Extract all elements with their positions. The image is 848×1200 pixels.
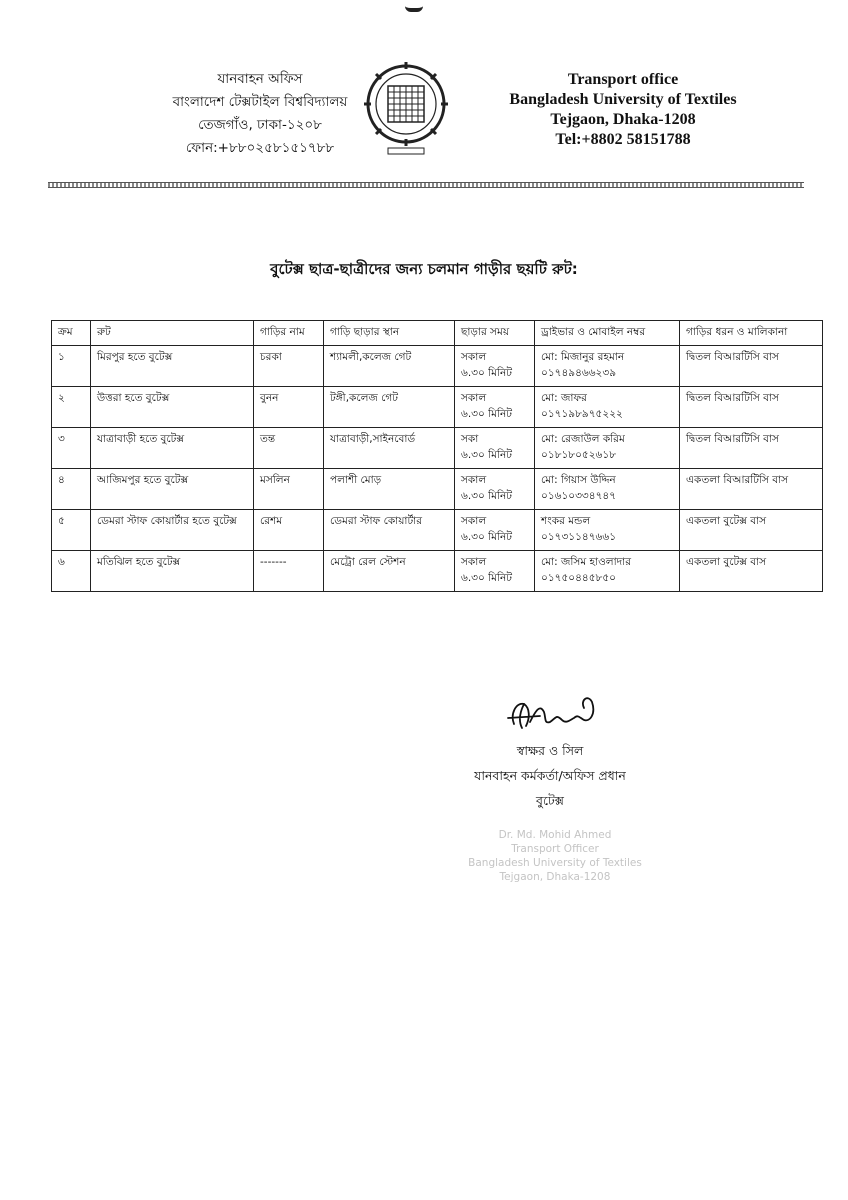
cell-time-line1: সকাল [461,556,487,568]
cell-time-line2: ৬.৩০ মিনিট [461,572,512,584]
header-en-university: Bangladesh University of Textiles [509,91,737,108]
cell-driver [535,551,680,592]
column-header-driver-mobile: ড্রাইভার ও মোবাইল নম্বর [535,321,680,346]
cell-time [455,510,535,551]
cell-vehicle: চরকা [254,346,324,387]
cell-time-line2: ৬.৩০ মিনিট [461,449,512,461]
cell-serial: ৫ [52,510,91,551]
cell-time-line1: সকাল [461,474,487,486]
cell-type: দ্বিতল বিআরটিসি বাস [680,428,823,469]
cell-time [455,428,535,469]
seal-name: Dr. Md. Mohid Ahmed [498,829,612,841]
cell-time-line1: সকাল [461,392,487,404]
table-row [52,510,823,551]
header-english [478,70,768,150]
cell-start: মেট্রো রেল স্টেশন [324,551,455,592]
table-row [52,469,823,510]
cell-start: যাত্রাবাড়ী,সাইনবোর্ড [324,428,455,469]
faded-official-seal [455,828,655,884]
header-en-phone: Tel:+8802 58151788 [555,131,691,148]
cell-serial: ২ [52,387,91,428]
driver-name: মো: জাফর [541,392,587,404]
driver-name: মো: জসিম হাওলাদার [541,556,632,568]
cell-serial: ৩ [52,428,91,469]
cell-driver [535,510,680,551]
table-row [52,387,823,428]
signature-label: স্বাক্ষর ও সিল [516,743,584,758]
cell-route: উত্তরা হতে বুটেক্স [91,387,254,428]
column-header-route: রুট [91,321,254,346]
cell-vehicle: ------- [254,551,324,592]
university-seal-icon [362,60,450,156]
cell-driver [535,387,680,428]
column-header-departure-place: গাড়ি ছাড়ার স্থান [324,321,455,346]
cell-time-line2: ৬.৩০ মিনিট [461,490,512,502]
header-bn-university: বাংলাদেশ টেক্সটাইল বিশ্ববিদ্যালয় [172,94,348,110]
column-header-vehicle-type: গাড়ির ধরন ও মালিকানা [680,321,823,346]
cell-time [455,551,535,592]
cell-serial: ১ [52,346,91,387]
cell-start: ডেমরা স্টাফ কোয়ার্টার [324,510,455,551]
seal-institution: Bangladesh University of Textiles [468,857,642,869]
table-header-row [52,321,823,346]
driver-name: মো: রেজাউল করিম [541,433,625,445]
driver-name: মো: মিজানুর রহমান [541,351,625,363]
handwritten-signature [500,684,610,736]
cell-type: দ্বিতল বিআরটিসি বাস [680,387,823,428]
header-bn-office: যানবাহন অফিস [217,71,303,87]
cell-time-line2: ৬.৩০ মিনিট [461,408,512,420]
table-row [52,551,823,592]
driver-mobile: ০১৬১০৩৩৪৭৪৭ [541,490,617,502]
cell-time [455,387,535,428]
top-edge-mark [405,0,423,12]
cell-vehicle: বুনন [254,387,324,428]
routes-table [51,320,823,592]
signatory-designation: যানবাহন কর্মকর্তা/অফিস প্রধান [474,768,626,783]
column-header-vehicle-name: গাড়ির নাম [254,321,324,346]
cell-time-line2: ৬.৩০ মিনিট [461,367,512,379]
table-row [52,346,823,387]
cell-serial: ৬ [52,551,91,592]
cell-driver [535,469,680,510]
driver-mobile: ০১৭৫০৪৪৫৮৫০ [541,572,617,584]
cell-vehicle: রেশম [254,510,324,551]
cell-start: টঙ্গী,কলেজ গেট [324,387,455,428]
signature-block [440,738,660,813]
header-bangla [150,68,370,160]
cell-driver [535,346,680,387]
column-header-departure-time: ছাড়ার সময় [455,321,535,346]
cell-route: আজিমপুর হতে বুটেক্স [91,469,254,510]
cell-type: একতলা বুটেক্স বাস [680,510,823,551]
cell-route: যাত্রাবাড়ী হতে বুটেক্স [91,428,254,469]
cell-time-line1: সকা [461,433,479,445]
driver-mobile: ০১৭৩১১৪৭৬৬১ [541,531,617,543]
signatory-institution: বুটেক্স [536,793,564,808]
table-row [52,428,823,469]
cell-vehicle: তন্ত [254,428,324,469]
cell-type: দ্বিতল বিআরটিসি বাস [680,346,823,387]
cell-route: মিরপুর হতে বুটেক্স [91,346,254,387]
header-bn-address: তেজগাঁও, ঢাকা-১২০৮ [198,117,322,133]
seal-title: Transport Officer [511,843,599,855]
cell-type: একতলা বিআরটিসি বাস [680,469,823,510]
cell-start: শ্যামলী,কলেজ গেট [324,346,455,387]
driver-mobile: ০১৭১৯৮৯৭৫২২২ [541,408,623,420]
cell-serial: ৪ [52,469,91,510]
cell-time [455,346,535,387]
header-en-office: Transport office [567,71,679,88]
cell-route: মতিঝিল হতে বুটেক্স [91,551,254,592]
document-title: বুটেক্স ছাত্র-ছাত্রীদের জন্য চলমান গাড়ীর ছয়টি রুট: [270,260,578,278]
driver-name: শংকর মন্ডল [541,515,591,527]
cell-start: পলাশী মোড় [324,469,455,510]
cell-time-line1: সকাল [461,351,487,363]
cell-route: ডেমরা স্টাফ কোয়ার্টার হতে বুটেক্স [91,510,254,551]
header-divider [48,182,804,188]
cell-time [455,469,535,510]
column-header-serial: ক্রম [52,321,91,346]
header-en-address: Tejgaon, Dhaka-1208 [550,111,696,128]
cell-driver [535,428,680,469]
driver-name: মো: গিয়াস উদ্দিন [541,474,616,486]
cell-type: একতলা বুটেক্স বাস [680,551,823,592]
cell-time-line1: সকাল [461,515,487,527]
cell-time-line2: ৬.৩০ মিনিট [461,531,512,543]
header-bn-phone: ফোন:+৮৮০২৫৮১৫১৭৮৮ [185,140,335,156]
driver-mobile: ০১৭৪৯৪৬৬২৩৯ [541,367,617,379]
cell-vehicle: মসলিন [254,469,324,510]
driver-mobile: ০১৮১৮০৫২৬১৮ [541,449,617,461]
seal-address: Tejgaon, Dhaka-1208 [499,871,611,883]
